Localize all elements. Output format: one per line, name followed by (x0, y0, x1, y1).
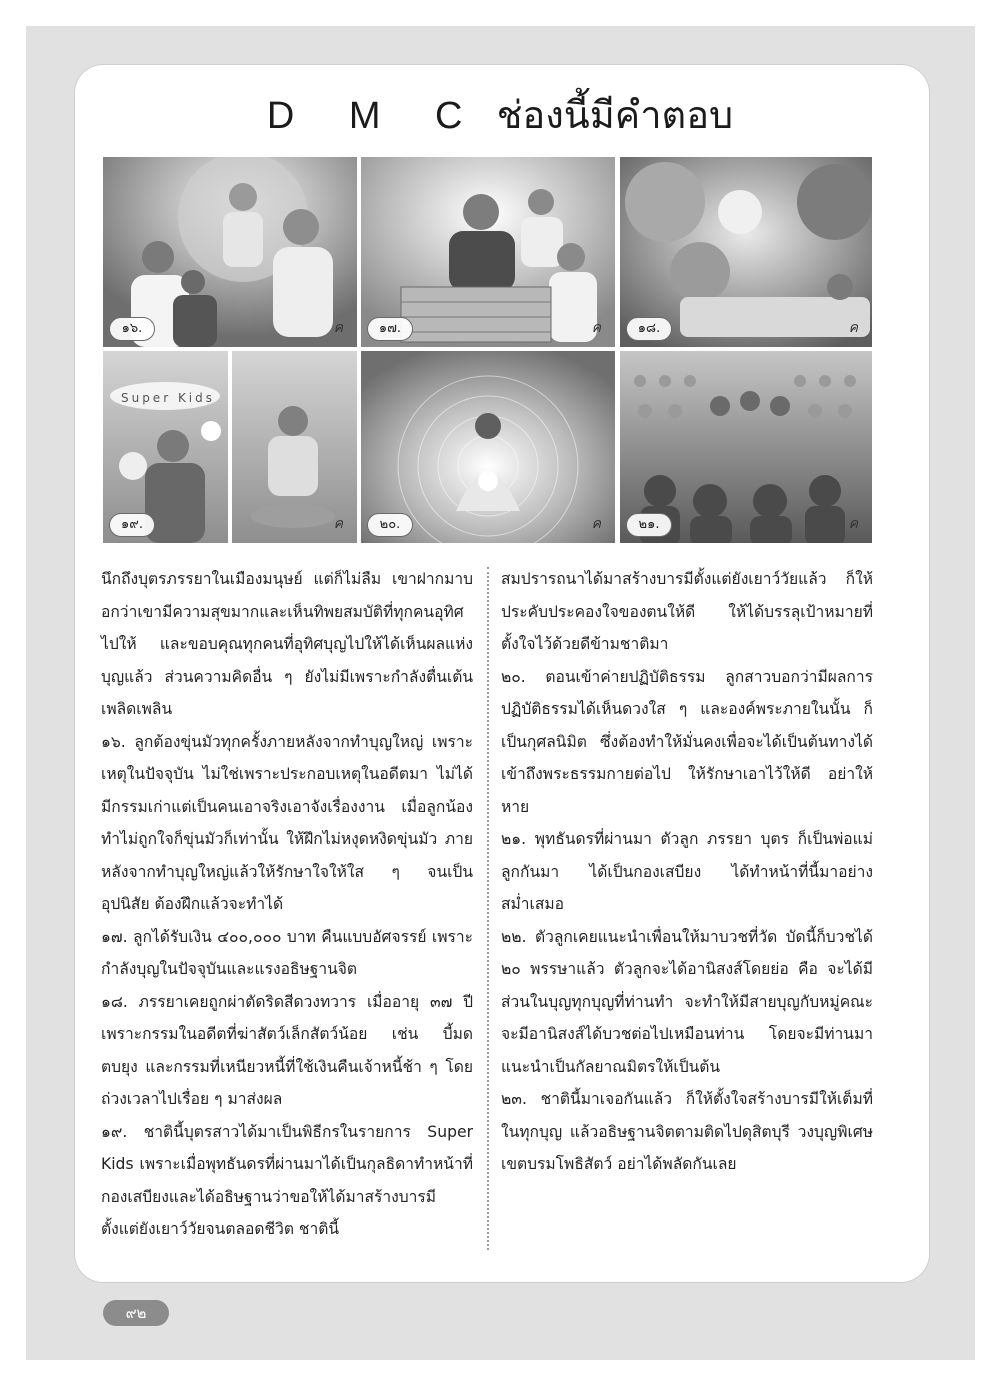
paragraph: สมปรารถนาได้มาสร้างบารมีตั้งแต่ยังเยาว์วัยแล้ว ก็ให้ประคับประคองใจของตนให้ดี ให้ได้บรรลุเป้าหมายที่ตั้งใจไว้ด้วยดีข้ามชาติมา (501, 570, 873, 653)
paragraph: ๑๙. ชาตินี้บุตรสาวได้มาเป็นพิธีกรในรายการ Super Kids เพราะเมื่อพุทธันดรที่ผ่านมาได้เป็นกุลธิดาทำหน้าที่กองเสบียงและได้อธิษฐานว่าขอให้ได้มาสร้างบารมีตั้งแต่ยังเยาว์วัยจนตลอดชีวิต ชาตินี้ (101, 1122, 473, 1238)
photo-number: ๑๗. (367, 317, 413, 341)
paragraph: ๒๒. ตัวลูกเคยแนะนำเพื่อนให้มาบวชที่วัด บัดนี้ก็บวชได้ ๒๐ พรรษาแล้ว ตัวลูกจะได้อานิสงส์โดยย่อ คือ จะได้มีส่วนในบุญทุกบุญที่ท่านทำ จะทำให้มีสายบุญกับหมู่คณะ จะมีอานิสงส์ได้บวชต่อไปเหมือนท่าน โดยจะมีท่านมาแนะนำเป็นกัลยาณมิตรให้เป็นต้น (501, 927, 873, 1076)
photo-18 (620, 157, 872, 347)
artist-signature: ค (333, 516, 343, 532)
title-latin: D M C (266, 95, 485, 137)
photo-17 (361, 157, 615, 347)
superkids-caption: Super Kids (120, 391, 216, 405)
paragraph: ๑๗. ลูกได้รับเงิน ๔๐๐,๐๐๐ บาท คืนแบบอัศจรรย์ เพราะกำลังบุญในปัจจุบันและแรงอธิษฐานจิต (101, 927, 473, 978)
paragraph: ๒๐. ตอนเข้าค่ายปฏิบัติธรรม ลูกสาวบอกว่ามีผลการปฏิบัติธรรมได้เห็นดวงใส ๆ และองค์พระภายในนั้น ก็เป็นกุศลนิมิต ซึ่งต้องทำให้มั่นคงเพื่อจะได้เป็นต้นทางได้เข้าถึงพระธรรมกายต่อไป ให้รักษาเอาไว้ให้ดี อย่าให้หาย (501, 667, 873, 816)
artist-signature: ค (848, 320, 858, 336)
paragraph: ๑๖. ลูกต้องขุ่นมัวทุกครั้งภายหลังจากทำบุญใหญ่ เพราะเหตุในปัจจุบัน ไม่ใช่เพราะประกอบเหตุในอดีตมา ไม่ได้มีกรรมเก่าแต่เป็นคนเอาจริงเอาจังเรื่องงาน เมื่อลูกน้องทำไม่ถูกใจก็ขุ่นมัวก็เท่านั้น ให้ฝึกไม่หงุดหงิดขุ่นมัว ภายหลังจากทำบุญใหญ่แล้วให้รักษาใจให้ใส ๆ จนเป็นอุปนิสัย ต้องฝึกแล้วจะทำได้ (101, 732, 473, 913)
photo-number: ๑๘. (626, 317, 672, 341)
paragraph: นึกถึงบุตรภรรยาในเมืองมนุษย์ แต่ก็ไม่ลืม เขาฝากมาบอกว่าเขามีความสุขมากและเห็นทิพยสมบัติที่ทุกคนอุทิศไปให้ และขอบคุณทุกคนที่อุทิศบุญไปให้ได้เห็นผลแห่งบุญแล้ว ส่วนความคิดอื่น ๆ ยังไม่มีเพราะกำลังตื่นเต้นเพลิดเพลิน (101, 570, 473, 718)
photo-number: ๒๑. (626, 513, 672, 537)
photo-21 (620, 351, 872, 543)
artist-signature: ค (591, 516, 601, 532)
page-number: ๙๒ (103, 1300, 169, 1326)
artist-signature: ค (848, 516, 858, 532)
photo-19 (103, 351, 357, 543)
artist-signature: ค (591, 320, 601, 336)
column-divider (487, 567, 489, 1250)
photo-20 (361, 351, 615, 543)
photo-16 (103, 157, 357, 347)
paragraph: ๒๓. ชาตินี้มาเจอกันแล้ว ก็ให้ตั้งใจสร้างบารมีให้เต็มที่ในทุกบุญ แล้วอธิษฐานจิตตามติดไปดุสิตบุรี วงบุญพิเศษ เขตบรมโพธิสัตว์ อย่าได้พลัดกันเลย (501, 1090, 873, 1173)
page-title (0, 90, 1000, 141)
photo-number: ๑๙. (109, 513, 155, 537)
title-thai: ช่องนี้มีคำตอบ (496, 93, 734, 137)
paragraph: ๑๘. ภรรยาเคยถูกผ่าตัดริดสีดวงทวาร เมื่ออายุ ๓๗ ปี เพราะกรรมในอดีตที่ฆ่าสัตว์เล็กสัตว์น้อย เช่น บี้มด ตบยุง และกรรมที่เหนียวหนี้ที่ใช้เงินคืนเจ้าหนี้ช้า ๆ โดยถ่วงเวลาไปเรื่อย ๆ มาส่งผล (101, 992, 473, 1108)
left-column (101, 563, 473, 1246)
photo-number: ๑๖. (109, 317, 155, 341)
photo-number: ๒๐. (367, 513, 413, 537)
right-column (501, 563, 873, 1181)
artist-signature: ค (333, 320, 343, 336)
paragraph: ๒๑. พุทธันดรที่ผ่านมา ตัวลูก ภรรยา บุตร ก็เป็นพ่อแม่ลูกกันมา ได้เป็นกองเสบียง ได้ทำหน้าที่นี้มาอย่างสม่ำเสมอ (501, 830, 873, 913)
